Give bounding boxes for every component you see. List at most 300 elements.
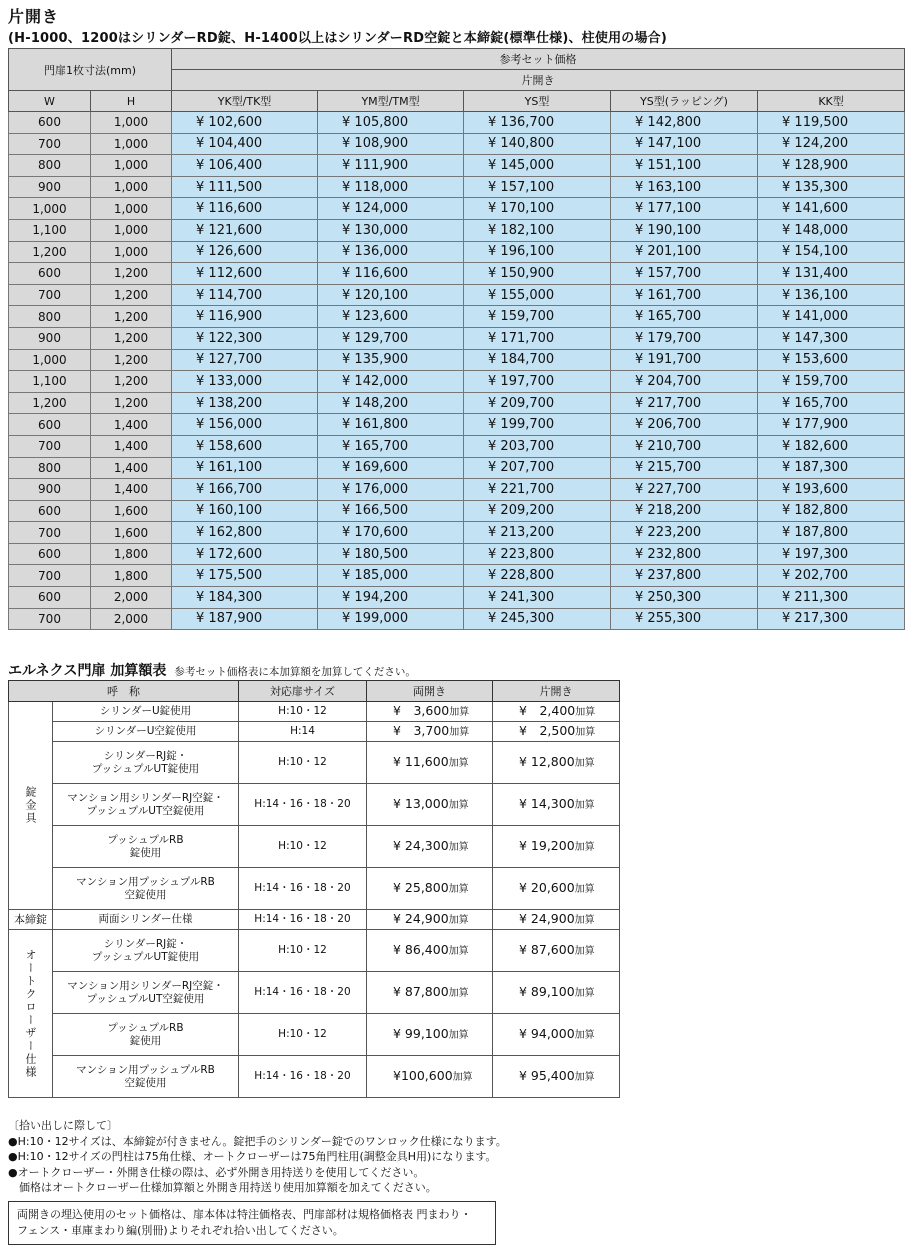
width-cell: 1,100 bbox=[9, 371, 91, 393]
price-cell: ¥ 197,300 bbox=[758, 543, 905, 565]
addon-item-name-line: マンション用プッシュプルRB bbox=[76, 875, 215, 888]
addon-amount-value: ¥ 14,300 bbox=[519, 796, 575, 811]
addon-amount-double bbox=[367, 1056, 493, 1098]
addon-amount-value: ¥ 11,600 bbox=[393, 754, 449, 769]
addon-amount-single bbox=[493, 868, 620, 910]
height-cell: 1,800 bbox=[91, 565, 172, 587]
addon-suffix: 加算 bbox=[575, 727, 596, 738]
price-cell: ¥ 118,000 bbox=[318, 176, 464, 198]
price-cell: ¥ 213,200 bbox=[464, 522, 611, 544]
price-cell: ¥ 155,000 bbox=[464, 284, 611, 306]
addon-amount-value: ¥ 24,900 bbox=[393, 911, 449, 926]
addon-amount-single bbox=[493, 826, 620, 868]
addon-amount-single bbox=[493, 702, 620, 722]
price-cell: ¥ 172,600 bbox=[172, 543, 318, 565]
addon-amount-double bbox=[367, 972, 493, 1014]
addon-item-name-line: シリンダーU空錠使用 bbox=[94, 725, 197, 737]
addon-amount-double bbox=[367, 784, 493, 826]
size-header: 門扉1枚寸法(mm) bbox=[9, 49, 172, 91]
addon-suffix: 加算 bbox=[448, 842, 469, 853]
addon-amount-single bbox=[493, 784, 620, 826]
addon-row bbox=[9, 1014, 620, 1056]
addon-header-single: 片開き bbox=[493, 681, 620, 702]
addon-row bbox=[9, 1056, 620, 1098]
addon-item-name-line: シリンダーRJ錠・ bbox=[103, 749, 188, 762]
price-cell: ¥ 184,700 bbox=[464, 349, 611, 371]
addon-amount-value: ¥ 87,800 bbox=[393, 984, 449, 999]
price-cell: ¥ 128,900 bbox=[758, 155, 905, 177]
price-cell: ¥ 193,600 bbox=[758, 479, 905, 501]
footer-notice-line: 両開きの埋込使用のセット価格は、扉本体は特注価格表、門扉部材は規格価格表 門まわり・ bbox=[17, 1208, 472, 1221]
price-cell: ¥ 131,400 bbox=[758, 263, 905, 285]
addon-amount-value: ¥ 13,000 bbox=[393, 796, 449, 811]
addon-door-size: H:10・12 bbox=[239, 930, 367, 972]
price-cell: ¥ 245,300 bbox=[464, 608, 611, 630]
height-cell: 1,200 bbox=[91, 327, 172, 349]
addon-amount-value: ¥100,600 bbox=[393, 1068, 453, 1083]
addon-header-double: 両開き bbox=[367, 681, 493, 702]
width-cell: 800 bbox=[9, 457, 91, 479]
price-table bbox=[8, 48, 905, 630]
addon-item-name-line: 錠使用 bbox=[129, 1034, 162, 1047]
addon-title-line bbox=[8, 660, 416, 680]
addon-suffix: 加算 bbox=[574, 884, 595, 895]
addon-item-name-line: プッシュプルRB bbox=[107, 833, 184, 846]
price-cell: ¥ 217,700 bbox=[611, 392, 758, 414]
price-cell: ¥ 176,000 bbox=[318, 479, 464, 501]
price-cell: ¥ 135,900 bbox=[318, 349, 464, 371]
price-cell: ¥ 136,700 bbox=[464, 112, 611, 134]
price-cell: ¥ 153,600 bbox=[758, 349, 905, 371]
price-cell: ¥ 142,000 bbox=[318, 371, 464, 393]
width-cell: 900 bbox=[9, 479, 91, 501]
width-cell: 600 bbox=[9, 543, 91, 565]
addon-amount-single bbox=[493, 742, 620, 784]
addon-suffix: 加算 bbox=[448, 1030, 469, 1041]
height-cell: 1,600 bbox=[91, 500, 172, 522]
height-cell: 1,200 bbox=[91, 284, 172, 306]
price-cell: ¥ 166,700 bbox=[172, 479, 318, 501]
price-cell: ¥ 182,600 bbox=[758, 435, 905, 457]
addon-item-name-line: マンション用シリンダーRJ空錠・ bbox=[67, 791, 224, 804]
price-cell: ¥ 185,000 bbox=[318, 565, 464, 587]
width-cell: 700 bbox=[9, 435, 91, 457]
addon-suffix: 加算 bbox=[448, 946, 469, 957]
addon-suffix: 加算 bbox=[448, 915, 469, 926]
footer-notice-box bbox=[8, 1201, 496, 1245]
price-cell: ¥ 194,200 bbox=[318, 587, 464, 609]
addon-amount-value: ¥ 87,600 bbox=[519, 942, 575, 957]
price-cell: ¥ 126,600 bbox=[172, 241, 318, 263]
width-cell: 900 bbox=[9, 176, 91, 198]
price-cell: ¥ 133,000 bbox=[172, 371, 318, 393]
addon-item-name-line: マンション用シリンダーRJ空錠・ bbox=[67, 979, 224, 992]
price-row bbox=[9, 198, 905, 220]
price-cell: ¥ 121,600 bbox=[172, 219, 318, 241]
price-row bbox=[9, 155, 905, 177]
price-row bbox=[9, 479, 905, 501]
addon-item-name-line: シリンダーU錠使用 bbox=[99, 705, 192, 717]
height-cell: 1,400 bbox=[91, 435, 172, 457]
price-cell: ¥ 165,700 bbox=[758, 392, 905, 414]
addon-amount-value: ¥ 20,600 bbox=[519, 880, 575, 895]
addon-suffix: 加算 bbox=[574, 842, 595, 853]
addon-item-name bbox=[53, 972, 239, 1014]
price-cell: ¥ 158,600 bbox=[172, 435, 318, 457]
addon-item-name-line: プッシュプルUT空錠使用 bbox=[86, 992, 205, 1005]
addon-category: オートクローザー仕様 bbox=[9, 930, 53, 1098]
price-cell: ¥ 141,000 bbox=[758, 306, 905, 328]
price-column-header: KK型 bbox=[758, 91, 905, 112]
price-cell: ¥ 190,100 bbox=[611, 219, 758, 241]
price-cell: ¥ 157,700 bbox=[611, 263, 758, 285]
addon-door-size: H:14 bbox=[239, 722, 367, 742]
price-cell: ¥ 170,600 bbox=[318, 522, 464, 544]
addon-door-size: H:14・16・18・20 bbox=[239, 910, 367, 930]
price-cell: ¥ 182,800 bbox=[758, 500, 905, 522]
width-cell: 800 bbox=[9, 155, 91, 177]
price-cell: ¥ 138,200 bbox=[172, 392, 318, 414]
addon-row bbox=[9, 784, 620, 826]
price-row bbox=[9, 133, 905, 155]
price-cell: ¥ 130,000 bbox=[318, 219, 464, 241]
price-row bbox=[9, 263, 905, 285]
height-cell: 1,000 bbox=[91, 176, 172, 198]
price-cell: ¥ 197,700 bbox=[464, 371, 611, 393]
price-cell: ¥ 102,600 bbox=[172, 112, 318, 134]
price-cell: ¥ 187,300 bbox=[758, 457, 905, 479]
price-cell: ¥ 122,300 bbox=[172, 327, 318, 349]
price-cell: ¥ 171,700 bbox=[464, 327, 611, 349]
addon-title: エルネクス門扉 加算額表 bbox=[8, 663, 167, 679]
addon-item-name-line: マンション用プッシュプルRB bbox=[76, 1063, 215, 1076]
height-cell: 2,000 bbox=[91, 608, 172, 630]
addon-amount-value: ¥ 19,200 bbox=[519, 838, 575, 853]
width-cell: 600 bbox=[9, 587, 91, 609]
price-cell: ¥ 177,100 bbox=[611, 198, 758, 220]
width-cell: 600 bbox=[9, 112, 91, 134]
note-item: ●オートクローザー・外開き仕様の際は、必ず外開き用持送りを使用してください。 bbox=[8, 1165, 425, 1179]
width-cell: 700 bbox=[9, 608, 91, 630]
addon-door-size: H:14・16・18・20 bbox=[239, 868, 367, 910]
price-cell: ¥ 148,200 bbox=[318, 392, 464, 414]
addon-item-name bbox=[53, 1056, 239, 1098]
addon-amount-single bbox=[493, 972, 620, 1014]
price-cell: ¥ 108,900 bbox=[318, 133, 464, 155]
addon-row bbox=[9, 702, 620, 722]
addon-item-name bbox=[53, 1014, 239, 1056]
addon-suffix: 加算 bbox=[574, 915, 595, 926]
price-cell: ¥ 203,700 bbox=[464, 435, 611, 457]
addon-amount-single bbox=[493, 1014, 620, 1056]
price-cell: ¥ 135,300 bbox=[758, 176, 905, 198]
price-row bbox=[9, 522, 905, 544]
price-column-header: YS型 bbox=[464, 91, 611, 112]
price-cell: ¥ 148,000 bbox=[758, 219, 905, 241]
addon-row bbox=[9, 742, 620, 784]
notes-heading: 〔拾い出しに際して〕 bbox=[8, 1119, 118, 1132]
price-cell: ¥ 165,700 bbox=[318, 435, 464, 457]
note-item: 価格はオートクローザー仕様加算額と外開き用持送り使用加算額を加えてください。 bbox=[8, 1181, 437, 1194]
width-cell: 700 bbox=[9, 284, 91, 306]
addon-item-name-line: 錠使用 bbox=[129, 846, 162, 859]
addon-amount-value: ¥ 2,500 bbox=[519, 723, 576, 738]
addon-category: 錠金具 bbox=[9, 702, 53, 910]
price-cell: ¥ 116,600 bbox=[172, 198, 318, 220]
addon-item-name bbox=[53, 702, 239, 722]
price-cell: ¥ 227,700 bbox=[611, 479, 758, 501]
width-cell: 600 bbox=[9, 500, 91, 522]
width-cell: 600 bbox=[9, 414, 91, 436]
note-item: ●H:10・12サイズは、本締錠が付きません。錠把手のシリンダー錠でのワンロック仕様になります。 bbox=[8, 1134, 507, 1148]
addon-amount-value: ¥ 24,900 bbox=[519, 911, 575, 926]
price-column-header: YS型(ラッピング) bbox=[611, 91, 758, 112]
price-cell: ¥ 114,700 bbox=[172, 284, 318, 306]
footer-notice-line: フェンス・車庫まわり編(別冊)よりそれぞれ拾い出してください。 bbox=[17, 1224, 344, 1237]
addon-item-name bbox=[53, 930, 239, 972]
addon-door-size: H:14・16・18・20 bbox=[239, 784, 367, 826]
addon-item-name-line: プッシュプルUT空錠使用 bbox=[86, 804, 205, 817]
addon-door-size: H:14・16・18・20 bbox=[239, 972, 367, 1014]
price-row bbox=[9, 306, 905, 328]
price-cell: ¥ 159,700 bbox=[464, 306, 611, 328]
addon-amount-double bbox=[367, 826, 493, 868]
price-cell: ¥ 179,700 bbox=[611, 327, 758, 349]
price-cell: ¥ 204,700 bbox=[611, 371, 758, 393]
addon-item-name-line: プッシュプルUT錠使用 bbox=[91, 762, 200, 775]
price-cell: ¥ 201,100 bbox=[611, 241, 758, 263]
width-cell: 1,000 bbox=[9, 349, 91, 371]
price-cell: ¥ 207,700 bbox=[464, 457, 611, 479]
addon-item-name bbox=[53, 742, 239, 784]
price-cell: ¥ 124,000 bbox=[318, 198, 464, 220]
addon-amount-single bbox=[493, 910, 620, 930]
price-cell: ¥ 112,600 bbox=[172, 263, 318, 285]
height-cell: 2,000 bbox=[91, 587, 172, 609]
price-cell: ¥ 147,100 bbox=[611, 133, 758, 155]
price-cell: ¥ 169,600 bbox=[318, 457, 464, 479]
addon-amount-value: ¥ 25,800 bbox=[393, 880, 449, 895]
price-cell: ¥ 199,700 bbox=[464, 414, 611, 436]
height-cell: 1,200 bbox=[91, 371, 172, 393]
notes-block bbox=[8, 1118, 507, 1196]
price-row bbox=[9, 457, 905, 479]
price-row bbox=[9, 414, 905, 436]
price-cell: ¥ 154,100 bbox=[758, 241, 905, 263]
price-cell: ¥ 141,600 bbox=[758, 198, 905, 220]
addon-suffix: 加算 bbox=[574, 1030, 595, 1041]
addon-row bbox=[9, 826, 620, 868]
note-item: ●H:10・12サイズの門柱は75角仕様、オートクローザーは75角門柱用(調整金具H用)になります。 bbox=[8, 1150, 497, 1163]
addon-suffix: 加算 bbox=[448, 800, 469, 811]
addon-row bbox=[9, 930, 620, 972]
price-cell: ¥ 218,200 bbox=[611, 500, 758, 522]
price-cell: ¥ 161,800 bbox=[318, 414, 464, 436]
height-cell: 1,000 bbox=[91, 112, 172, 134]
addon-amount-value: ¥ 86,400 bbox=[393, 942, 449, 957]
addon-row bbox=[9, 972, 620, 1014]
addon-amount-value: ¥ 89,100 bbox=[519, 984, 575, 999]
price-row bbox=[9, 112, 905, 134]
price-cell: ¥ 241,300 bbox=[464, 587, 611, 609]
price-cell: ¥ 145,000 bbox=[464, 155, 611, 177]
width-cell: 700 bbox=[9, 565, 91, 587]
width-cell: 1,100 bbox=[9, 219, 91, 241]
addon-item-name-line: 両面シリンダー仕様 bbox=[98, 913, 193, 925]
width-cell: 1,200 bbox=[9, 392, 91, 414]
price-cell: ¥ 184,300 bbox=[172, 587, 318, 609]
height-cell: 1,800 bbox=[91, 543, 172, 565]
price-cell: ¥ 175,500 bbox=[172, 565, 318, 587]
price-cell: ¥ 221,700 bbox=[464, 479, 611, 501]
price-cell: ¥ 111,500 bbox=[172, 176, 318, 198]
addon-header-size: 対応扉サイズ bbox=[239, 681, 367, 702]
addon-amount-double bbox=[367, 722, 493, 742]
addon-suffix: 加算 bbox=[574, 758, 595, 769]
width-cell: 1,000 bbox=[9, 198, 91, 220]
height-cell: 1,600 bbox=[91, 522, 172, 544]
addon-suffix: 加算 bbox=[574, 988, 595, 999]
price-cell: ¥ 162,800 bbox=[172, 522, 318, 544]
addon-row bbox=[9, 868, 620, 910]
addon-amount-value: ¥ 2,400 bbox=[519, 703, 576, 718]
price-row bbox=[9, 500, 905, 522]
price-cell: ¥ 182,100 bbox=[464, 219, 611, 241]
price-row bbox=[9, 327, 905, 349]
price-cell: ¥ 129,700 bbox=[318, 327, 464, 349]
price-cell: ¥ 209,200 bbox=[464, 500, 611, 522]
price-cell: ¥ 202,700 bbox=[758, 565, 905, 587]
height-cell: 1,000 bbox=[91, 198, 172, 220]
price-cell: ¥ 147,300 bbox=[758, 327, 905, 349]
price-cell: ¥ 116,600 bbox=[318, 263, 464, 285]
price-cell: ¥ 180,500 bbox=[318, 543, 464, 565]
price-cell: ¥ 165,700 bbox=[611, 306, 758, 328]
price-cell: ¥ 160,100 bbox=[172, 500, 318, 522]
price-cell: ¥ 116,900 bbox=[172, 306, 318, 328]
price-cell: ¥ 187,800 bbox=[758, 522, 905, 544]
price-cell: ¥ 170,100 bbox=[464, 198, 611, 220]
price-cell: ¥ 210,700 bbox=[611, 435, 758, 457]
price-cell: ¥ 136,100 bbox=[758, 284, 905, 306]
width-cell: 600 bbox=[9, 263, 91, 285]
price-row bbox=[9, 543, 905, 565]
price-cell: ¥ 111,900 bbox=[318, 155, 464, 177]
price-cell: ¥ 209,700 bbox=[464, 392, 611, 414]
price-cell: ¥ 206,700 bbox=[611, 414, 758, 436]
addon-amount-value: ¥ 99,100 bbox=[393, 1026, 449, 1041]
height-cell: 1,000 bbox=[91, 241, 172, 263]
addon-category: 本締錠 bbox=[9, 910, 53, 930]
price-row bbox=[9, 284, 905, 306]
price-cell: ¥ 161,100 bbox=[172, 457, 318, 479]
price-cell: ¥ 150,900 bbox=[464, 263, 611, 285]
addon-suffix: 加算 bbox=[448, 988, 469, 999]
addon-suffix: 加算 bbox=[452, 1072, 473, 1083]
addon-door-size: H:10・12 bbox=[239, 742, 367, 784]
addon-suffix: 加算 bbox=[574, 946, 595, 957]
price-cell: ¥ 104,400 bbox=[172, 133, 318, 155]
height-cell: 1,000 bbox=[91, 133, 172, 155]
addon-amount-double bbox=[367, 910, 493, 930]
price-row bbox=[9, 219, 905, 241]
addon-table bbox=[8, 680, 620, 1098]
addon-item-name bbox=[53, 784, 239, 826]
price-cell: ¥ 151,100 bbox=[611, 155, 758, 177]
addon-item-name bbox=[53, 722, 239, 742]
addon-suffix: 加算 bbox=[449, 727, 470, 738]
price-cell: ¥ 196,100 bbox=[464, 241, 611, 263]
width-cell: 700 bbox=[9, 522, 91, 544]
price-cell: ¥ 211,300 bbox=[758, 587, 905, 609]
price-column-header: YM型/TM型 bbox=[318, 91, 464, 112]
price-row bbox=[9, 241, 905, 263]
price-cell: ¥ 217,300 bbox=[758, 608, 905, 630]
price-cell: ¥ 215,700 bbox=[611, 457, 758, 479]
addon-amount-double bbox=[367, 1014, 493, 1056]
price-cell: ¥ 161,700 bbox=[611, 284, 758, 306]
ref-price-header: 参考セット価格 bbox=[172, 49, 905, 70]
price-cell: ¥ 156,000 bbox=[172, 414, 318, 436]
addon-amount-value: ¥ 95,400 bbox=[519, 1068, 575, 1083]
price-row bbox=[9, 349, 905, 371]
addon-item-name-line: プッシュプルUT錠使用 bbox=[91, 950, 200, 963]
price-cell: ¥ 177,900 bbox=[758, 414, 905, 436]
height-cell: 1,000 bbox=[91, 219, 172, 241]
addon-amount-value: ¥ 3,600 bbox=[393, 703, 450, 718]
price-cell: ¥ 123,600 bbox=[318, 306, 464, 328]
price-cell: ¥ 187,900 bbox=[172, 608, 318, 630]
width-cell: 700 bbox=[9, 133, 91, 155]
addon-suffix: 加算 bbox=[575, 707, 596, 718]
addon-item-name-line: 空錠使用 bbox=[124, 1076, 167, 1089]
price-cell: ¥ 157,100 bbox=[464, 176, 611, 198]
addon-item-name-line: プッシュプルRB bbox=[107, 1021, 184, 1034]
price-cell: ¥ 191,700 bbox=[611, 349, 758, 371]
width-cell: 800 bbox=[9, 306, 91, 328]
addon-amount-single bbox=[493, 722, 620, 742]
addon-row bbox=[9, 722, 620, 742]
addon-item-name bbox=[53, 910, 239, 930]
price-cell: ¥ 136,000 bbox=[318, 241, 464, 263]
height-cell: 1,200 bbox=[91, 349, 172, 371]
price-cell: ¥ 250,300 bbox=[611, 587, 758, 609]
price-row bbox=[9, 176, 905, 198]
addon-item-name bbox=[53, 826, 239, 868]
price-row bbox=[9, 565, 905, 587]
price-cell: ¥ 124,200 bbox=[758, 133, 905, 155]
price-cell: ¥ 255,300 bbox=[611, 608, 758, 630]
price-row bbox=[9, 371, 905, 393]
price-cell: ¥ 159,700 bbox=[758, 371, 905, 393]
price-cell: ¥ 228,800 bbox=[464, 565, 611, 587]
price-cell: ¥ 223,200 bbox=[611, 522, 758, 544]
price-row bbox=[9, 392, 905, 414]
price-cell: ¥ 105,800 bbox=[318, 112, 464, 134]
width-cell: 900 bbox=[9, 327, 91, 349]
addon-door-size: H:10・12 bbox=[239, 702, 367, 722]
height-cell: 1,400 bbox=[91, 479, 172, 501]
price-cell: ¥ 237,800 bbox=[611, 565, 758, 587]
addon-door-size: H:14・16・18・20 bbox=[239, 1056, 367, 1098]
width-header: W bbox=[9, 91, 91, 112]
height-cell: 1,000 bbox=[91, 155, 172, 177]
price-cell: ¥ 199,000 bbox=[318, 608, 464, 630]
addon-note: 参考セット価格表に本加算額を加算してください。 bbox=[174, 666, 416, 678]
width-cell: 1,200 bbox=[9, 241, 91, 263]
addon-suffix: 加算 bbox=[574, 1072, 595, 1083]
addon-amount-value: ¥ 3,700 bbox=[393, 723, 450, 738]
